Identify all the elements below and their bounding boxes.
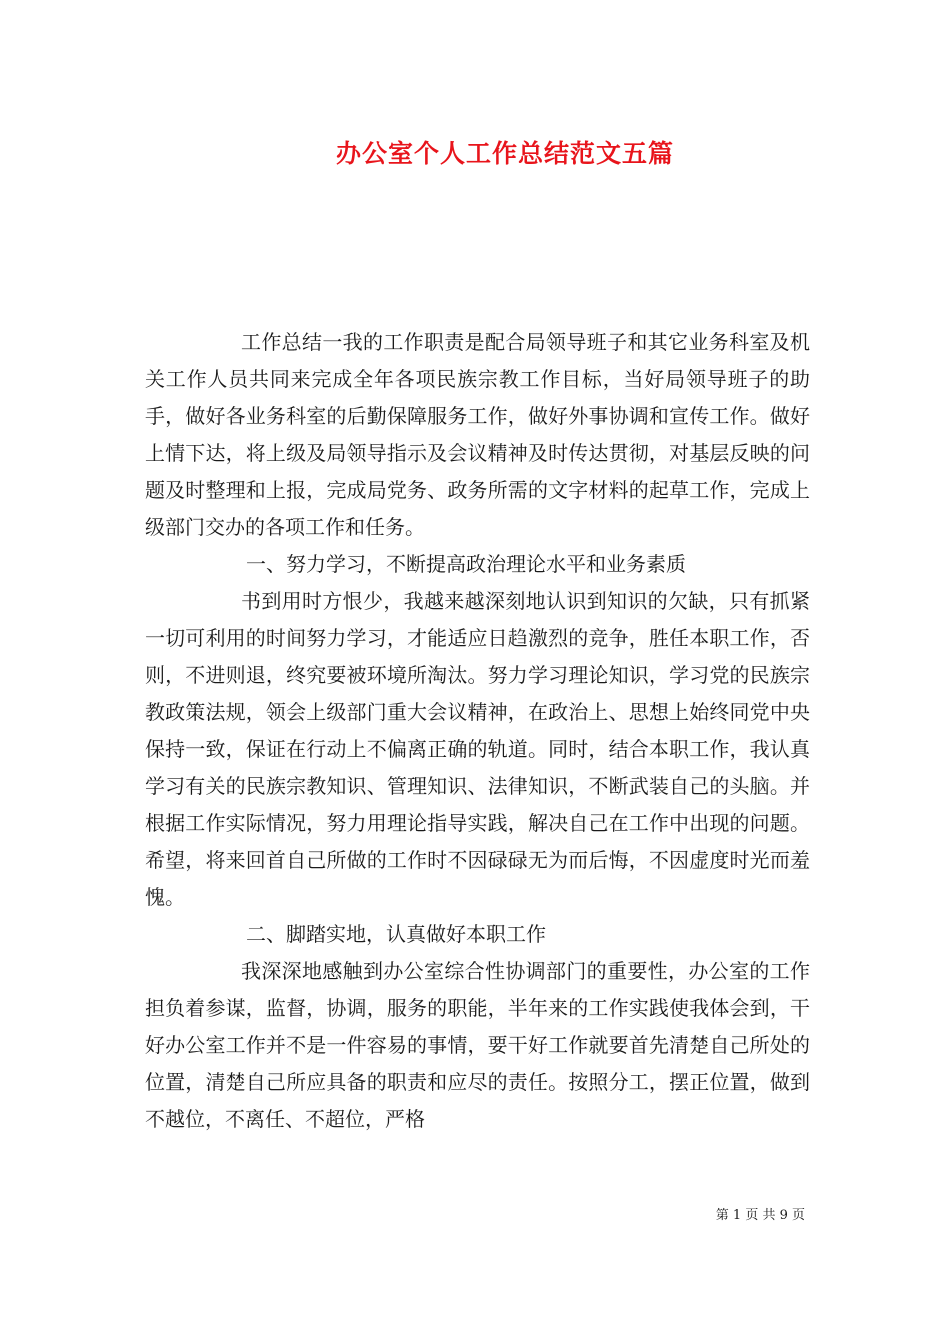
section-heading-2: 二、脚踏实地，认真做好本职工作 xyxy=(246,922,546,946)
paragraph-study: 书到用时方恨少，我越来越深刻地认识到知识的欠缺，只有抓紧一切可利用的时间努力学习，才能适应日趋激烈的竞争，胜任本职工作，否则，不进则退，终究要被环境所淘汰。努力学习理论知识，学习党的民族宗教政策法规，领会上级部门重大会议精神，在政治上、思想上始终同党中央保持一致，保证在行动上不偏离正确的轨道。同时，结合本职工作，我认真学习有关的民族宗教知识、管理知识、法律知识，不断武装自己的头脑。并根据工作实际情况，努力用理论指导实践，解决自己在工作中出现的问题。希望，将来回首自己所做的工作时不因碌碌无为而后悔，不因虚度时光而羞愧。 xyxy=(145,589,810,909)
paragraph-duty: 我深深地感触到办公室综合性协调部门的重要性，办公室的工作担负着参谋，监督，协调，服务的职能，半年来的工作实践使我体会到，干好办公室工作并不是一件容易的事情，要干好工作就要首先清楚自己所处的位置，清楚自己所应具备的职责和应尽的责任。按照分工，摆正位置，做到不越位，不离任、不超位，严格 xyxy=(145,959,810,1131)
document-body xyxy=(145,324,810,1138)
section-heading-1: 一、努力学习，不断提高政治理论水平和业务素质 xyxy=(246,552,686,576)
page-number-footer: 第 1 页 共 9 页 xyxy=(715,1208,805,1223)
paragraph-intro: 工作总结一我的工作职责是配合局领导班子和其它业务科室及机关工作人员共同来完成全年各项民族宗教工作目标，当好局领导班子的助手，做好各业务科室的后勤保障服务工作，做好外事协调和宣传工作。做好上情下达，将上级及局领导指示及会议精神及时传达贯彻，对基层反映的问题及时整理和上报，完成局党务、政务所需的文字材料的起草工作，完成上级部门交办的各项工作和任务。 xyxy=(145,330,810,539)
document-title: 办公室个人工作总结范文五篇 xyxy=(335,139,674,168)
